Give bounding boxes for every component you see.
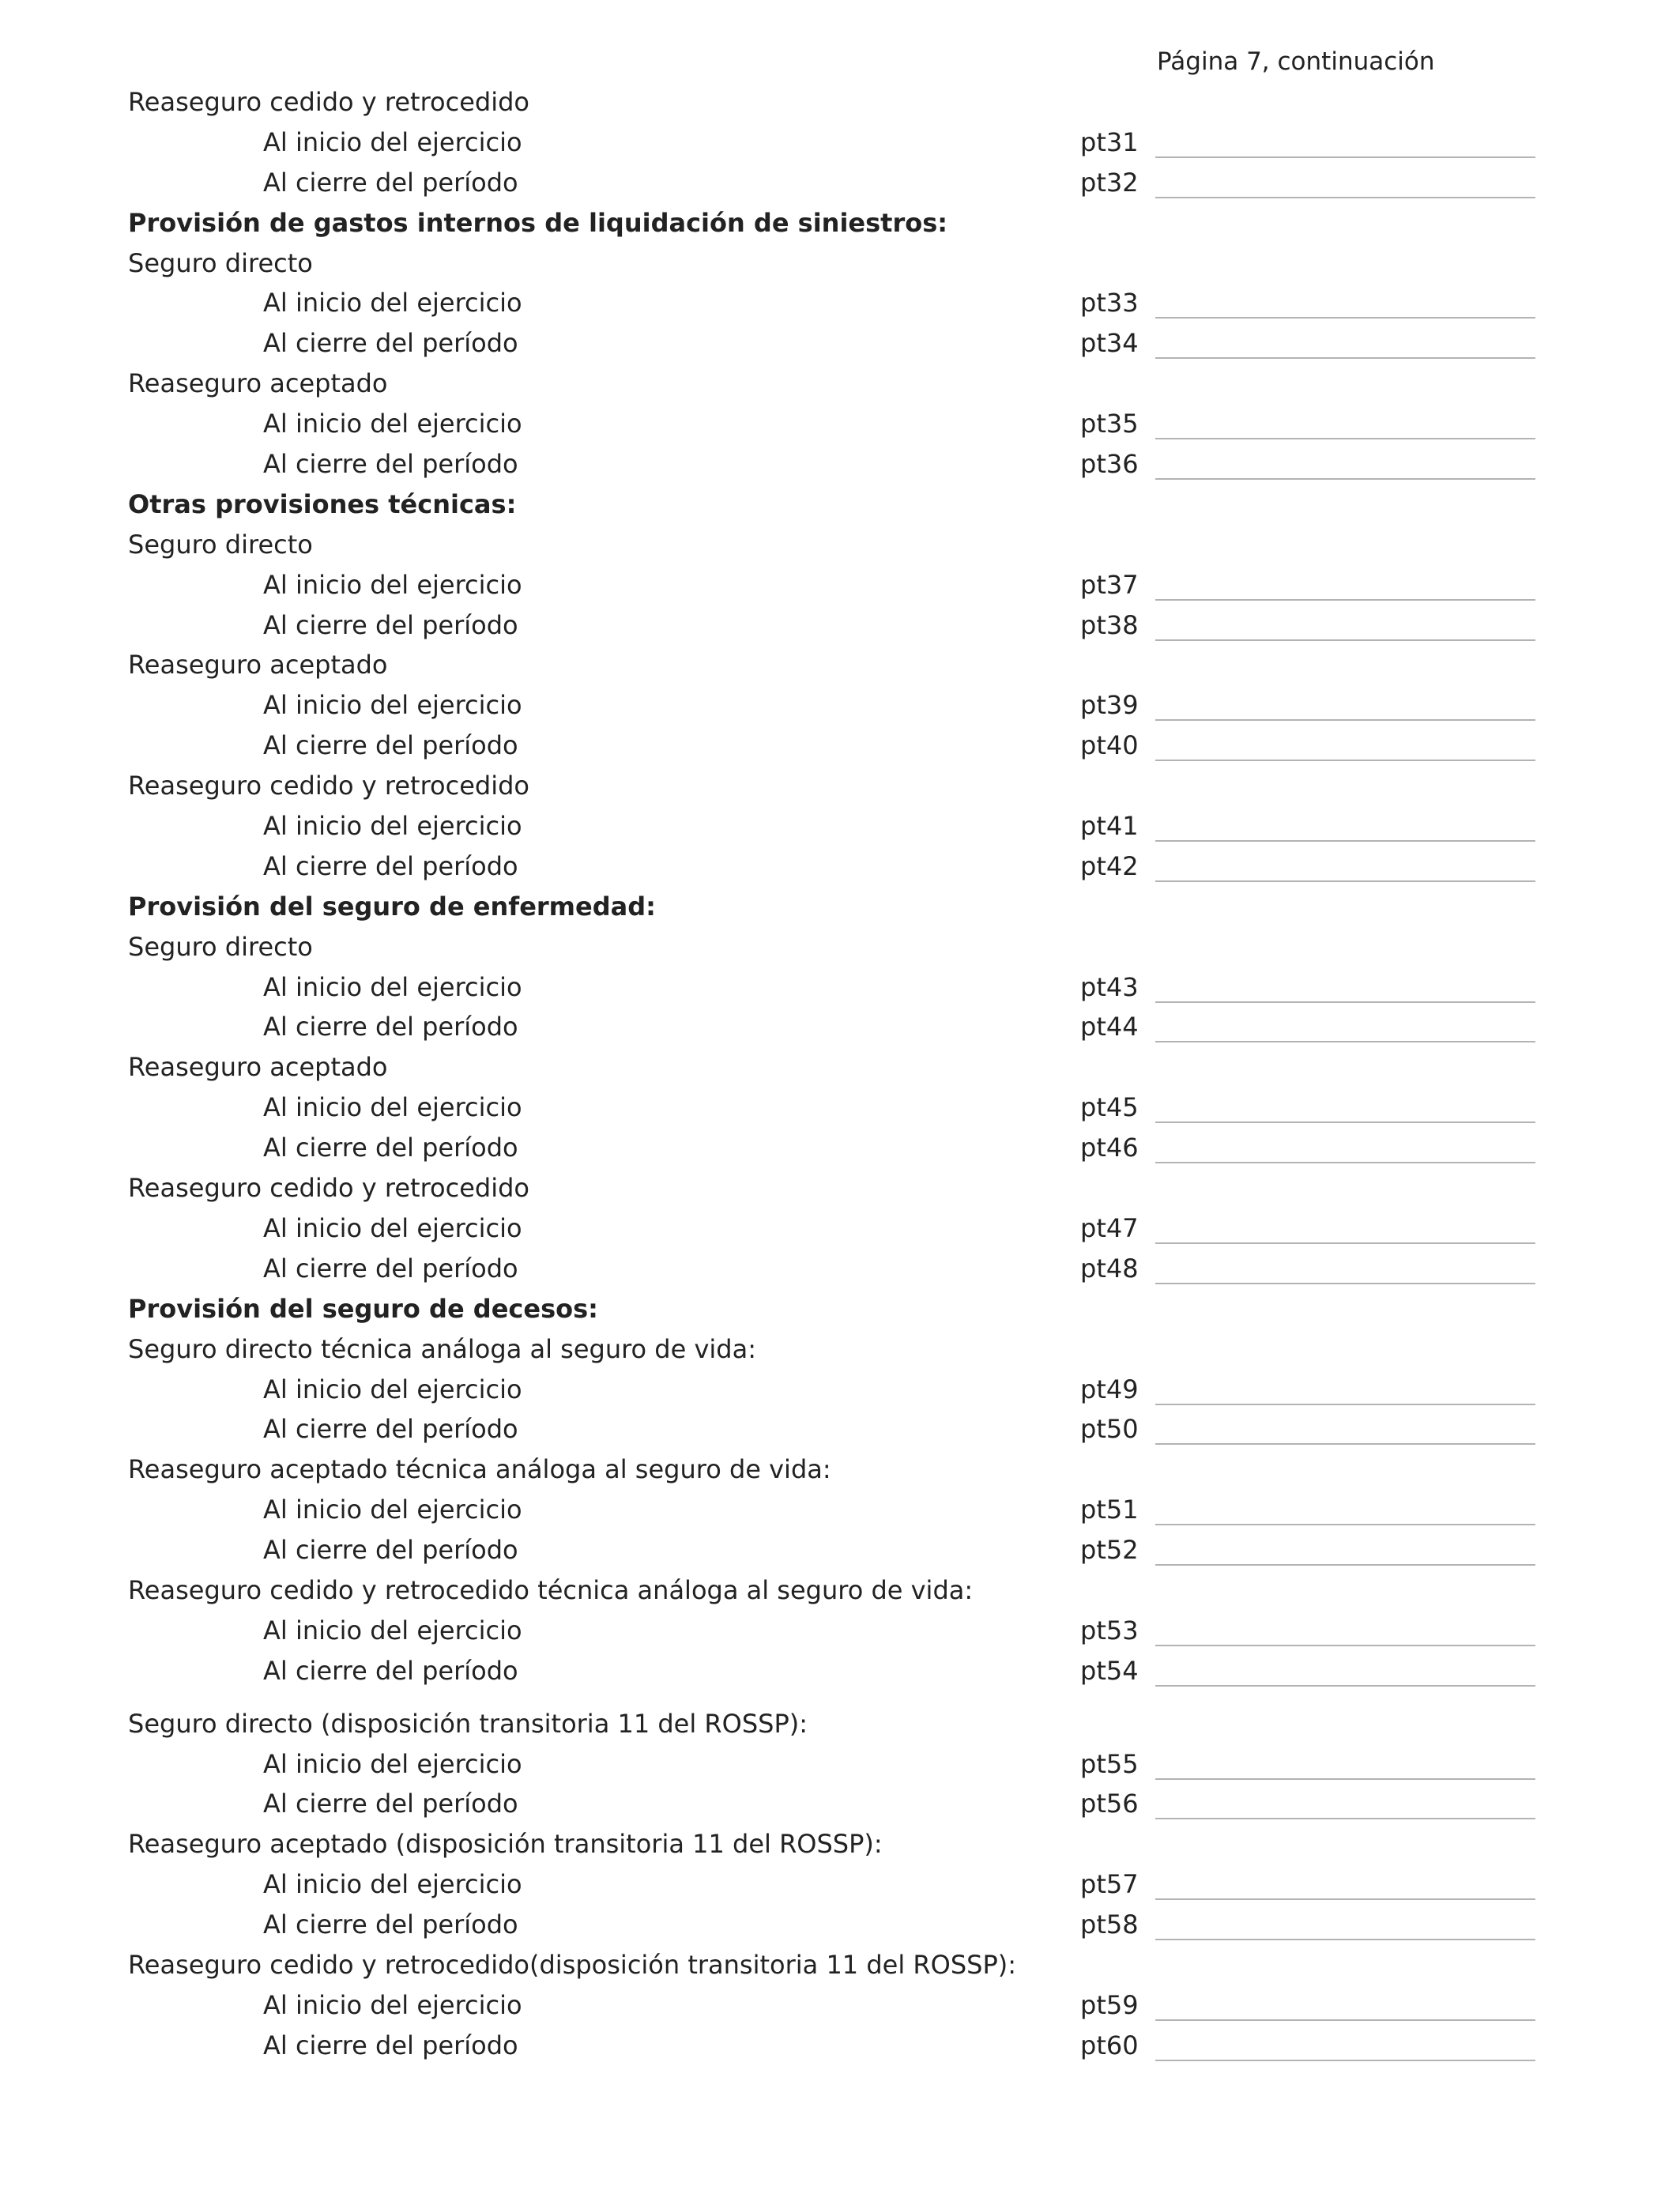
field-code: pt57 (1080, 1869, 1139, 1900)
field-input-pt41[interactable] (1155, 811, 1535, 842)
subsection-label: Reaseguro cedido y retrocedido (128, 771, 529, 801)
field-input-pt43[interactable] (1155, 972, 1535, 1003)
field-input-pt54[interactable] (1155, 1656, 1535, 1687)
form-field-row (0, 1611, 1680, 1651)
field-label: Al inicio del ejercicio (263, 690, 522, 721)
field-label: Al cierre del período (263, 449, 518, 480)
field-input-pt57[interactable] (1155, 1869, 1535, 1900)
section-heading: Provisión de gastos internos de liquidación de siniestros: (128, 207, 948, 238)
field-label: Al inicio del ejercicio (263, 1869, 522, 1900)
field-label: Al inicio del ejercicio (263, 1495, 522, 1525)
field-code: pt44 (1080, 1012, 1139, 1042)
field-input-pt40[interactable] (1155, 730, 1535, 761)
field-label: Al inicio del ejercicio (263, 1212, 522, 1243)
field-input-pt59[interactable] (1155, 1990, 1535, 2021)
field-label: Al inicio del ejercicio (263, 1615, 522, 1646)
subsection-label: Seguro directo (128, 931, 313, 962)
field-input-pt53[interactable] (1155, 1615, 1535, 1646)
form-field-row (0, 1864, 1680, 1905)
field-input-pt35[interactable] (1155, 409, 1535, 439)
form-field-row (0, 1905, 1680, 1945)
field-code: pt52 (1080, 1535, 1139, 1566)
form-field-row (0, 444, 1680, 484)
field-code: pt49 (1080, 1374, 1139, 1404)
subsection-row (0, 82, 1680, 123)
field-input-pt58[interactable] (1155, 1909, 1535, 1940)
section-heading: Provisión del seguro de decesos: (128, 1293, 598, 1324)
subsection-row (0, 364, 1680, 404)
subsection-label: Seguro directo (128, 247, 313, 278)
form-field-row (0, 685, 1680, 726)
subsection-row (0, 927, 1680, 967)
subsection-label: Reaseguro aceptado técnica análoga al seguro de vida: (128, 1454, 831, 1485)
field-input-pt51[interactable] (1155, 1495, 1535, 1525)
field-label: Al inicio del ejercicio (263, 1748, 522, 1779)
form-field-row (0, 1985, 1680, 2026)
field-input-pt50[interactable] (1155, 1414, 1535, 1445)
field-input-pt56[interactable] (1155, 1789, 1535, 1819)
field-label: Al cierre del período (263, 1789, 518, 1819)
form-field-row (0, 283, 1680, 323)
form-field-row (0, 1208, 1680, 1249)
subsection-row (0, 1329, 1680, 1370)
field-label: Al cierre del período (263, 167, 518, 198)
form-field-row (0, 404, 1680, 444)
field-code: pt35 (1080, 409, 1139, 439)
field-code: pt48 (1080, 1253, 1139, 1284)
subsection-row (0, 1449, 1680, 1490)
field-input-pt52[interactable] (1155, 1535, 1535, 1566)
field-label: Al inicio del ejercicio (263, 1989, 522, 2020)
subsection-row (0, 1047, 1680, 1088)
field-code: pt37 (1080, 569, 1139, 600)
subsection-label: Reaseguro aceptado (128, 1052, 388, 1083)
subsection-label: Seguro directo (128, 529, 313, 560)
field-input-pt37[interactable] (1155, 570, 1535, 601)
field-code: pt43 (1080, 971, 1139, 1002)
field-label: Al inicio del ejercicio (263, 1374, 522, 1404)
form-field-row (0, 2026, 1680, 2066)
form-body (0, 82, 1680, 2066)
field-code: pt31 (1080, 126, 1139, 157)
form-field-row (0, 565, 1680, 605)
field-code: pt33 (1080, 288, 1139, 319)
field-label: Al cierre del período (263, 1414, 518, 1445)
form-field-row (0, 1249, 1680, 1289)
subsection-label: Reaseguro cedido y retrocedido técnica análoga al seguro de vida: (128, 1574, 974, 1605)
section-heading: Provisión del seguro de enfermedad: (128, 891, 656, 922)
field-label: Al inicio del ejercicio (263, 288, 522, 319)
subsection-row (0, 1704, 1680, 1744)
subsection-row (0, 1570, 1680, 1611)
subsection-row (0, 766, 1680, 806)
field-label: Al cierre del período (263, 730, 518, 761)
field-input-pt47[interactable] (1155, 1213, 1535, 1244)
field-label: Al cierre del período (263, 328, 518, 359)
field-code: pt54 (1080, 1655, 1139, 1686)
field-code: pt56 (1080, 1789, 1139, 1819)
field-code: pt41 (1080, 811, 1139, 842)
field-code: pt36 (1080, 449, 1139, 480)
section-heading-row (0, 1289, 1680, 1329)
field-input-pt44[interactable] (1155, 1012, 1535, 1042)
form-field-row (0, 726, 1680, 766)
field-input-pt42[interactable] (1155, 851, 1535, 882)
field-label: Al cierre del período (263, 1655, 518, 1686)
field-code: pt34 (1080, 328, 1139, 359)
form-field-row (0, 967, 1680, 1008)
subsection-label: Seguro directo técnica análoga al seguro de vida: (128, 1333, 756, 1364)
subsection-label: Reaseguro cedido y retrocedido (128, 87, 529, 117)
field-code: pt59 (1080, 1989, 1139, 2020)
field-input-pt31[interactable] (1155, 127, 1535, 158)
form-field-row (0, 1490, 1680, 1530)
field-input-pt34[interactable] (1155, 328, 1535, 359)
subsection-row (0, 1945, 1680, 1985)
field-input-pt49[interactable] (1155, 1374, 1535, 1405)
field-label: Al inicio del ejercicio (263, 811, 522, 842)
section-heading: Otras provisiones técnicas: (128, 488, 517, 519)
form-field-row (0, 1530, 1680, 1570)
form-field-row (0, 1744, 1680, 1785)
subsection-row (0, 645, 1680, 685)
form-field-row (0, 605, 1680, 646)
form-field-row (0, 1007, 1680, 1047)
field-label: Al cierre del período (263, 1012, 518, 1042)
form-field-row (0, 846, 1680, 887)
section-heading-row (0, 887, 1680, 927)
subsection-row (0, 243, 1680, 284)
field-code: pt58 (1080, 1909, 1139, 1940)
field-code: pt46 (1080, 1133, 1139, 1163)
subsection-row (0, 525, 1680, 565)
section-heading-row (0, 203, 1680, 243)
form-field-row (0, 163, 1680, 203)
field-label: Al inicio del ejercicio (263, 1092, 522, 1123)
subsection-label: Reaseguro cedido y retrocedido(disposición transitoria 11 del ROSSP): (128, 1949, 1016, 1980)
field-code: pt39 (1080, 690, 1139, 721)
field-code: pt55 (1080, 1748, 1139, 1779)
field-label: Al cierre del período (263, 609, 518, 640)
field-code: pt50 (1080, 1414, 1139, 1445)
subsection-label: Reaseguro aceptado (128, 650, 388, 680)
field-input-pt33[interactable] (1155, 288, 1535, 319)
field-input-pt38[interactable] (1155, 610, 1535, 641)
field-label: Al inicio del ejercicio (263, 409, 522, 439)
form-field-row (0, 123, 1680, 163)
field-code: pt53 (1080, 1615, 1139, 1646)
form-field-row (0, 1128, 1680, 1168)
field-label: Al cierre del período (263, 1133, 518, 1163)
form-field-row (0, 323, 1680, 364)
field-input-pt55[interactable] (1155, 1749, 1535, 1780)
field-input-pt60[interactable] (1155, 2030, 1535, 2061)
field-code: pt38 (1080, 609, 1139, 640)
field-label: Al inicio del ejercicio (263, 569, 522, 600)
field-input-pt48[interactable] (1155, 1253, 1535, 1284)
subsection-row (0, 1824, 1680, 1864)
subsection-label: Reaseguro cedido y retrocedido (128, 1173, 529, 1204)
section-heading-row (0, 484, 1680, 525)
field-label: Al cierre del período (263, 850, 518, 881)
subsection-row (0, 1168, 1680, 1208)
field-code: pt47 (1080, 1212, 1139, 1243)
page-header: Página 7, continuación (1157, 47, 1435, 76)
field-input-pt32[interactable] (1155, 168, 1535, 198)
field-code: pt42 (1080, 850, 1139, 881)
field-label: Al cierre del período (263, 1909, 518, 1940)
field-label: Al inicio del ejercicio (263, 971, 522, 1002)
field-input-pt45[interactable] (1155, 1092, 1535, 1123)
subsection-label: Seguro directo (disposición transitoria 11 del ROSSP): (128, 1708, 808, 1739)
field-label: Al cierre del período (263, 1535, 518, 1566)
field-label: Al cierre del período (263, 1253, 518, 1284)
subsection-label: Reaseguro aceptado (disposición transitoria 11 del ROSSP): (128, 1829, 883, 1860)
field-code: pt32 (1080, 167, 1139, 198)
subsection-label: Reaseguro aceptado (128, 368, 388, 399)
field-label: Al cierre del período (263, 2030, 518, 2060)
field-code: pt40 (1080, 730, 1139, 761)
field-input-pt36[interactable] (1155, 449, 1535, 480)
field-code: pt60 (1080, 2030, 1139, 2060)
form-field-row (0, 1651, 1680, 1691)
field-label: Al inicio del ejercicio (263, 126, 522, 157)
section-spacer (0, 1691, 1680, 1704)
form-field-row (0, 1409, 1680, 1449)
field-input-pt39[interactable] (1155, 690, 1535, 721)
form-field-row (0, 1370, 1680, 1410)
form-field-row (0, 1784, 1680, 1824)
field-code: pt45 (1080, 1092, 1139, 1123)
field-code: pt51 (1080, 1495, 1139, 1525)
field-input-pt46[interactable] (1155, 1133, 1535, 1163)
form-field-row (0, 1088, 1680, 1128)
form-field-row (0, 806, 1680, 846)
